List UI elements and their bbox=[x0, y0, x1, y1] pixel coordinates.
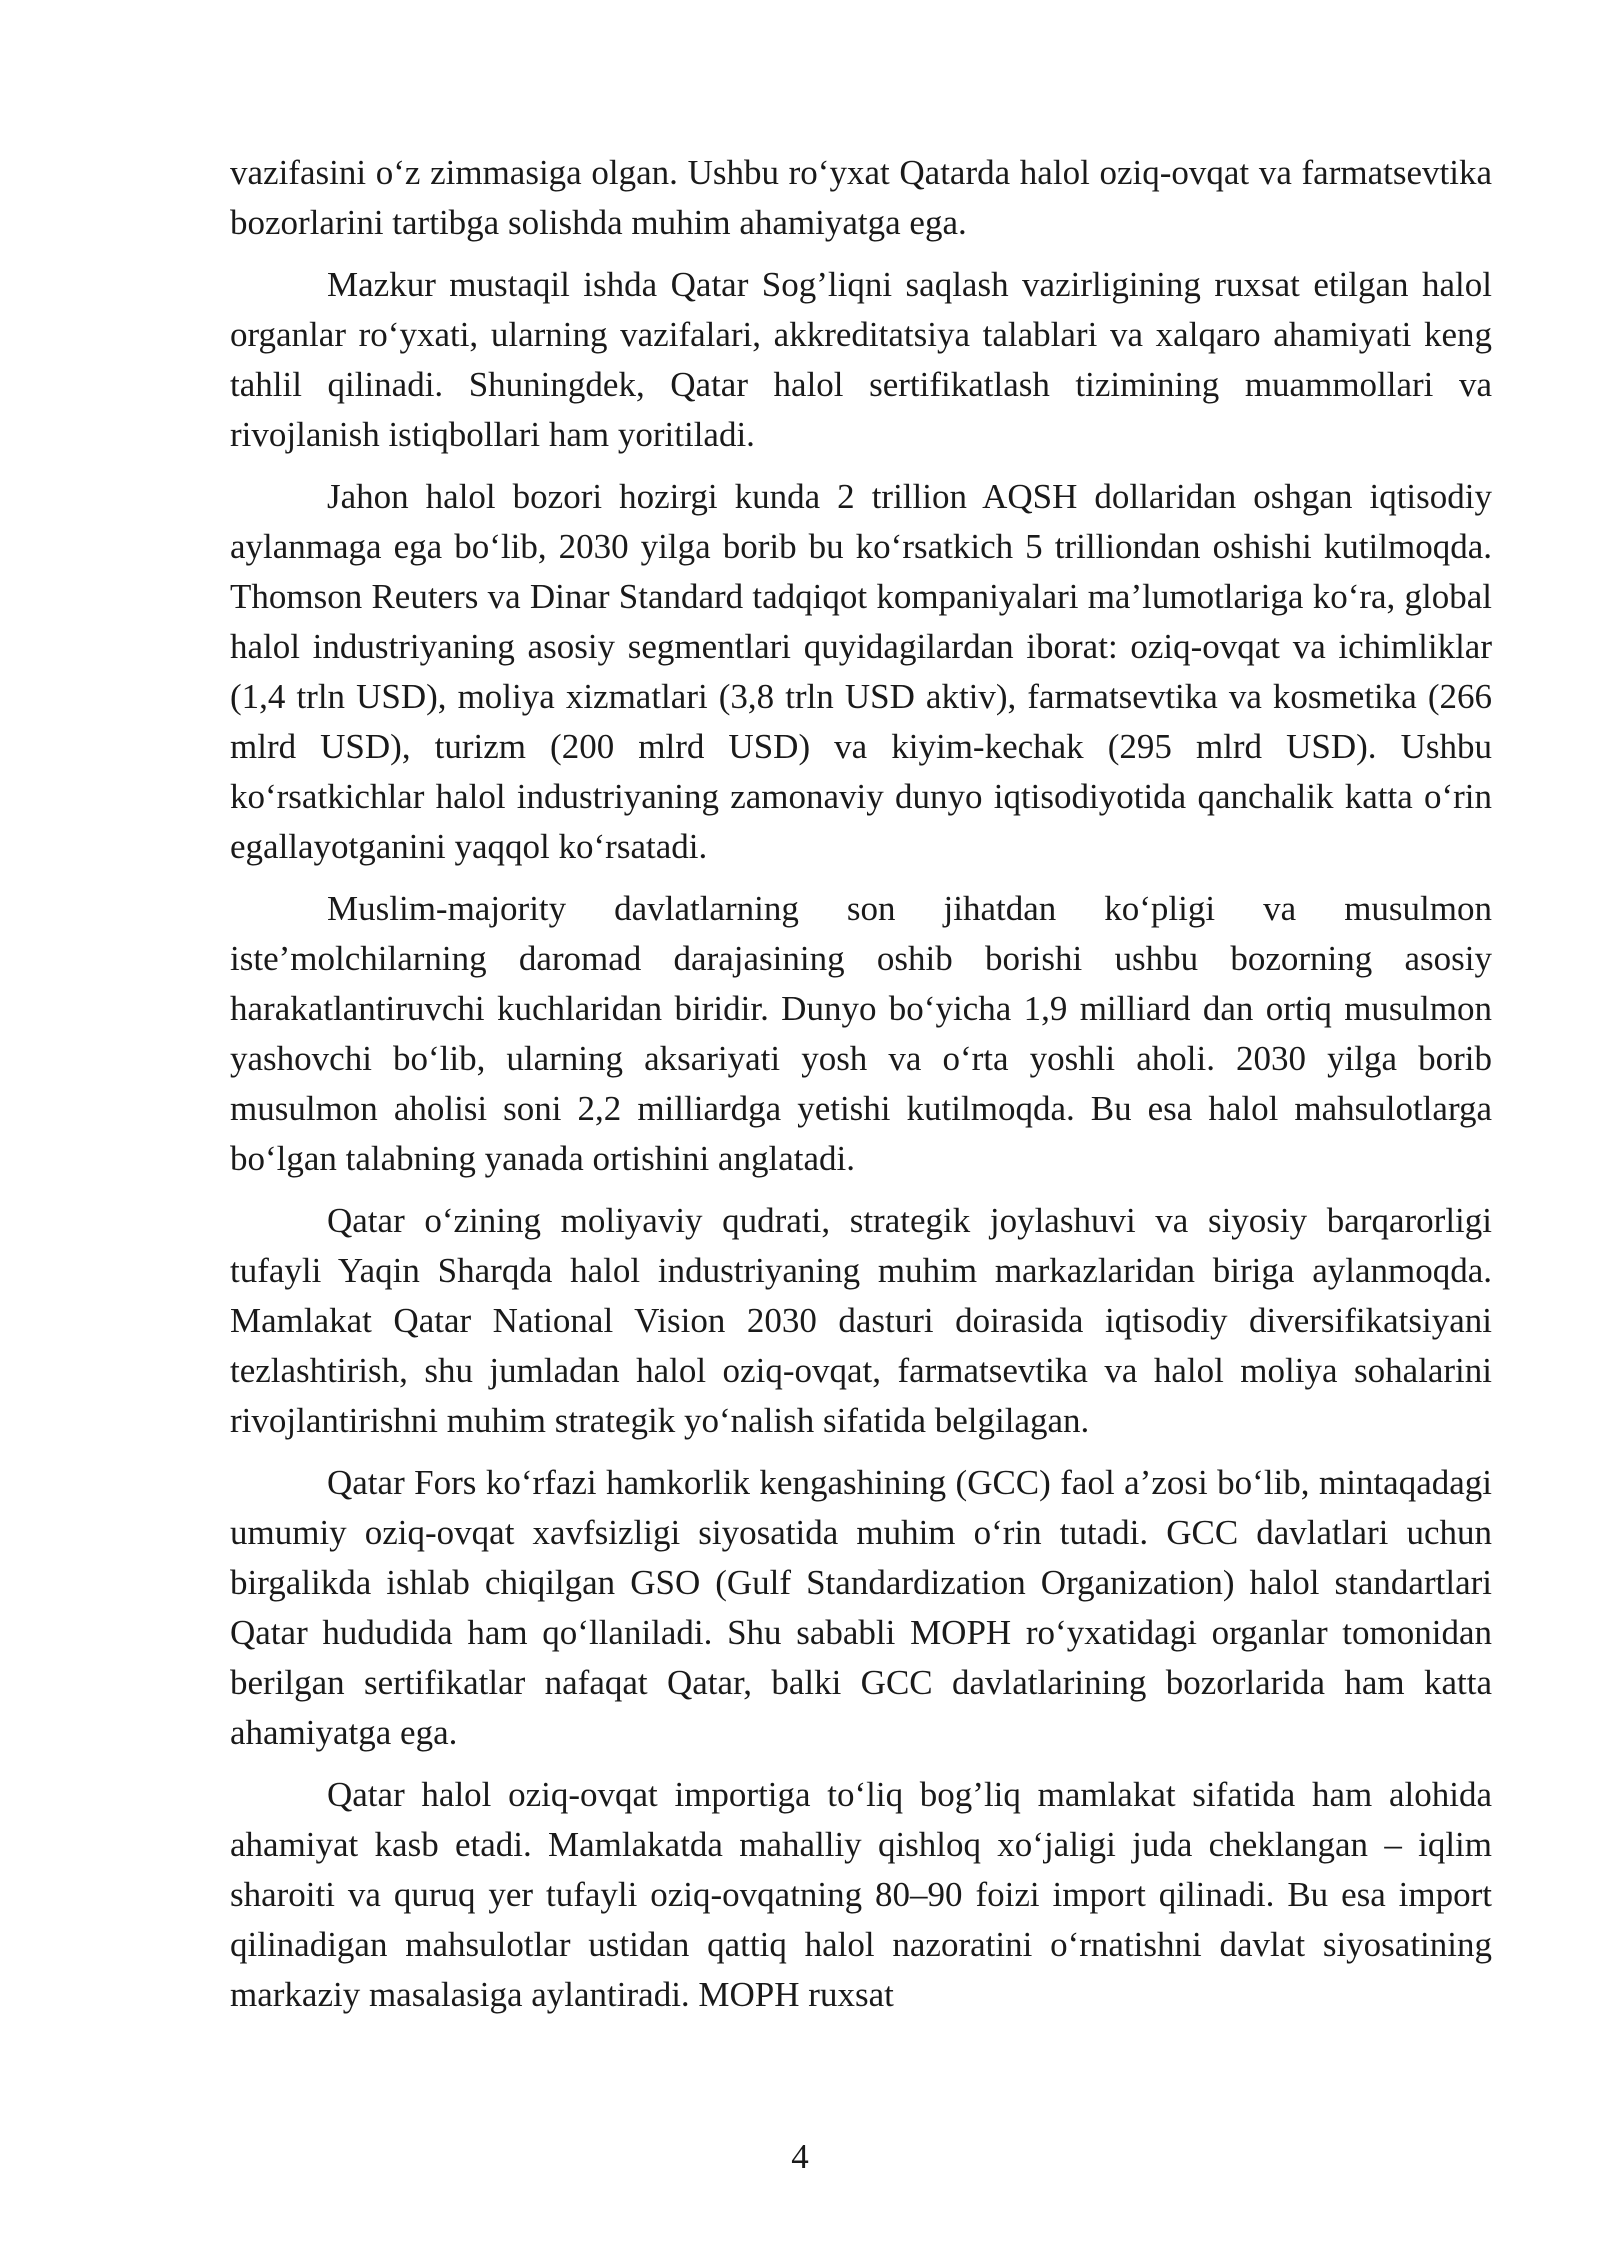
document-page bbox=[230, 148, 1492, 2032]
paragraph-gcc-standards: Qatar Fors ko‘rfazi hamkorlik kengashining (GCC) faol a’zosi bo‘lib, mintaqadagi umumiy oziq-ovqat xavfsizligi siyosatida muhim o‘rin tutadi. GCC davlatlari uchun birgalikda ishlab chiqilgan GSO (Gulf Standardization Organization) halol standartlari Qatar hududida ham qo‘llaniladi. Shu sababli MOPH ro‘yxatidagi organlar tomonidan berilgan sertifikatlar nafaqat Qatar, balki GCC davlatlarining bozorlarida ham katta ahamiyatga ega. bbox=[230, 1463, 1492, 1752]
paragraph-study-scope: Mazkur mustaqil ishda Qatar Sog’liqni saqlash vazirligining ruxsat etilgan halol organlar ro‘yxati, ularning vazifalari, akkreditatsiya talablari va xalqaro ahamiyati keng tahlil qilinadi. Shuningdek, Qatar halol sertifikatlash tizimining muammollari va rivojlanish istiqbollari ham yoritiladi. bbox=[230, 265, 1492, 454]
page-number: 4 bbox=[791, 2137, 809, 2176]
paragraph-global-halal-market: Jahon halol bozori hozirgi kunda 2 trillion AQSH dollaridan oshgan iqtisodiy aylanmaga ega bo‘lib, 2030 yilga borib bu ko‘rsatkich 5 trilliondan oshishi kutilmoqda. Thomson Reuters va Dinar Standard tadqiqot kompaniyalari ma’lumotlariga ko‘ra, global halol industriyaning asosiy segmentlari quyidagilardan iborat: oziq-ovqat va ichimliklar (1,4 trln USD), moliya xizmatlari (3,8 trln USD aktiv), farmatsevtika va kosmetika (266 mlrd USD), turizm (200 mlrd USD) va kiyim-kechak (295 mlrd USD). Ushbu ko‘rsatkichlar halol industriyaning zamonaviy dunyo iqtisodiyotida qanchalik katta o‘rin egallayotganini yaqqol ko‘rsatadi. bbox=[230, 477, 1492, 866]
paragraph-continuation: vazifasini o‘z zimmasiga olgan. Ushbu ro‘yxat Qatarda halol oziq-ovqat va farmatsevtika bozorlarini tartibga solishda muhim ahamiyatga ega. bbox=[230, 153, 1492, 242]
paragraph-muslim-population: Muslim-majority davlatlarning son jihatdan ko‘pligi va musulmon iste’molchilarning daromad darajasining oshib borishi ushbu bozorning asosiy harakatlantiruvchi kuchlaridan biridir. Dunyo bo‘yicha 1,9 milliard dan ortiq musulmon yashovchi bo‘lib, ularning aksariyati yosh va o‘rta yoshli aholi. 2030 yilga borib musulmon aholisi soni 2,2 milliardga yetishi kutilmoqda. Bu esa halol mahsulotlarga bo‘lgan talabning yanada ortishini anglatadi. bbox=[230, 889, 1492, 1178]
paragraph-qatar-strategy: Qatar o‘zining moliyaviy qudrati, strategik joylashuvi va siyosiy barqarorligi tufayli Yaqin Sharqda halol industriyaning muhim markazlaridan biriga aylanmoqda. Mamlakat Qatar National Vision 2030 dasturi doirasida iqtisodiy diversifikatsiyani tezlashtirish, shu jumladan halol oziq-ovqat, farmatsevtika va halol moliya sohalarini rivojlantirishni muhim strategik yo‘nalish sifatida belgilagan. bbox=[230, 1201, 1492, 1440]
paragraph-food-import: Qatar halol oziq-ovqat importiga to‘liq bog’liq mamlakat sifatida ham alohida ahamiyat kasb etadi. Mamlakatda mahalliy qishloq xo‘jaligi juda cheklangan – iqlim sharoiti va quruq yer tufayli oziq-ovqatning 80–90 foizi import qilinadi. Bu esa import qilinadigan mahsulotlar ustidan qattiq halol nazoratini o‘rnatishni davlat siyosatining markaziy masalasiga aylantiradi. MOPH ruxsat bbox=[230, 1775, 1492, 2014]
